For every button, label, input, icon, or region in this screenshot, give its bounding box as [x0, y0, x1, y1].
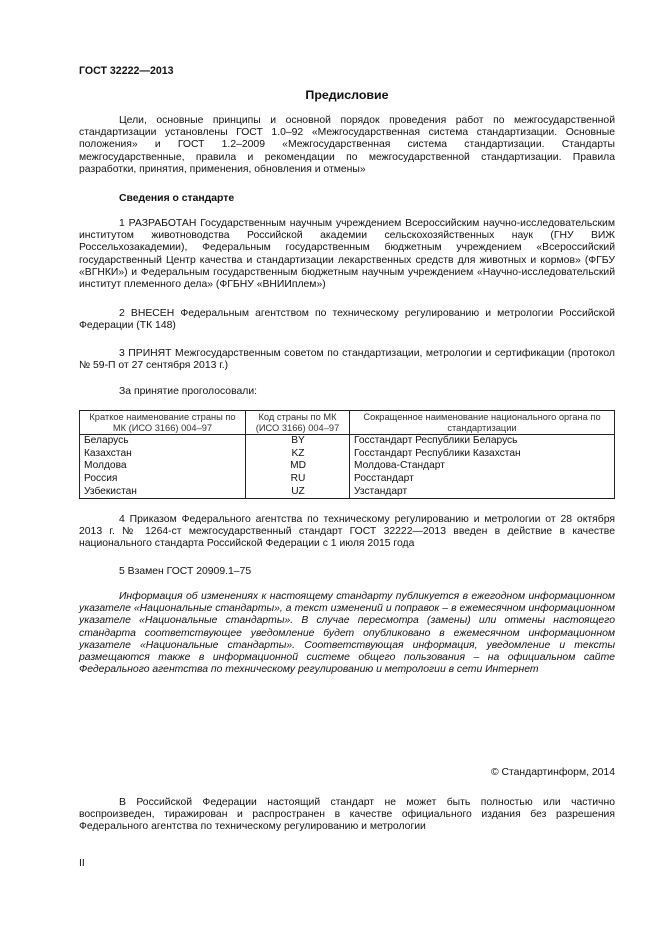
document-header: ГОСТ 32222—2013 — [79, 65, 174, 77]
body-cell: Молдова-Стандарт — [350, 460, 615, 473]
country-cell: Беларусь — [80, 435, 246, 448]
table-header-country: Краткое наименование страны по МК (ИСО 3166) 004–97 — [80, 411, 246, 435]
item-adopted: 3 ПРИНЯТ Межгосударственным советом по стандартизации, метрологии и сертификации (протокол № 59-П от 27 сентября 2013 г.) — [79, 348, 615, 372]
voting-table — [79, 410, 615, 499]
code-cell: BY — [246, 435, 350, 448]
item-enacted: 4 Приказом Федерального агентства по техническому регулированию и метрологии от 28 октября 2013 г. № 1264-ст межгосударственный стандарт ГОСТ 32222—2013 введен в действие в качестве национального стандарта Российской Федерации с 1 июля 2015 года — [79, 514, 615, 550]
code-cell: KZ — [246, 448, 350, 461]
item-replaces: 5 Взамен ГОСТ 20909.1–75 — [119, 566, 252, 577]
table-row — [80, 473, 615, 486]
table-header-row — [80, 411, 615, 435]
legal-notice: В Российской Федерации настоящий стандарт не может быть полностью или частично воспроизведен, тиражирован и распространен в качестве официального издания без разрешения Федерального агентства по техническому регулированию и метрологии — [79, 797, 615, 833]
item-developed: 1 РАЗРАБОТАН Государственным научным учреждением Всероссийским научно-исследовательским институтом животноводства Российской академии сельскохозяйственных наук (ГНУ ВИЖ Россельхозакадемии), Федеральным государственным бюджетным учреждением «Всероссийский государственный Центр качества и стандартизации лекарственных средств для животных и кормов» (ФГБУ «ВГНКИ») и Федеральным государственным бюджетным научным учреждением «Научно-исследовательский институт племенного дела» (ФГБНУ «ВНИИплем») — [79, 218, 615, 291]
item-submitted: 2 ВНЕСЕН Федеральным агентством по техническому регулированию и метрологии Российской Федерации (ТК 148) — [79, 308, 615, 332]
table-row — [80, 486, 615, 499]
body-cell: Узстандарт — [350, 486, 615, 499]
table-header-body: Сокращенное наименование национального органа по стандартизации — [350, 411, 615, 435]
intro-paragraph: Цели, основные принципы и основной порядок проведения работ по межгосударственной стандартизации установлены ГОСТ 1.0–92 «Межгосударственная система стандартизации. Основные положения» и ГОСТ 1.2–2009 «Межгосударственная система стандартизации. Стандарты межгосударственные, правила и рекомендации по межгосударственной стандартизации. Правила разработки, принятия, применения, обновления и отмены» — [79, 115, 615, 175]
changes-notice: Информация об изменениях к настоящему стандарту публикуется в ежегодном информационном указателе «Национальные стандарты», а текст изменений и поправок – в ежемесячном информационном указателе «Национальные стандарты». В случае пересмотра (замены) или отмены настоящего стандарта соответствующее уведомление будет опубликовано в ежемесячном информационном указателе «Национальные стандарты». Соответствующая информация, уведомление и тексты размещаются также в информационной системе общего пользования – на официальном сайте Федерального агентства по техническому регулированию и метрологии в сети Интернет — [79, 591, 615, 676]
table-row — [80, 435, 615, 448]
info-heading: Сведения о стандарте — [119, 193, 235, 204]
page-number: II — [79, 858, 85, 869]
code-cell: UZ — [246, 486, 350, 499]
body-cell: Госстандарт Республики Беларусь — [350, 435, 615, 448]
country-cell: Молдова — [80, 460, 246, 473]
body-cell: Росстандарт — [350, 473, 615, 486]
country-cell: Узбекистан — [80, 486, 246, 499]
vote-intro: За принятие проголосовали: — [119, 386, 258, 397]
code-cell: RU — [246, 473, 350, 486]
table-row — [80, 460, 615, 473]
table-header-code: Код страны по МК (ИСО 3166) 004–97 — [246, 411, 350, 435]
country-cell: Россия — [80, 473, 246, 486]
page-title: Предисловие — [305, 88, 389, 102]
copyright: © Стандартинформ, 2014 — [490, 767, 615, 778]
body-cell: Госстандарт Республики Казахстан — [350, 448, 615, 461]
code-cell: MD — [246, 460, 350, 473]
table-row — [80, 448, 615, 461]
country-cell: Казахстан — [80, 448, 246, 461]
